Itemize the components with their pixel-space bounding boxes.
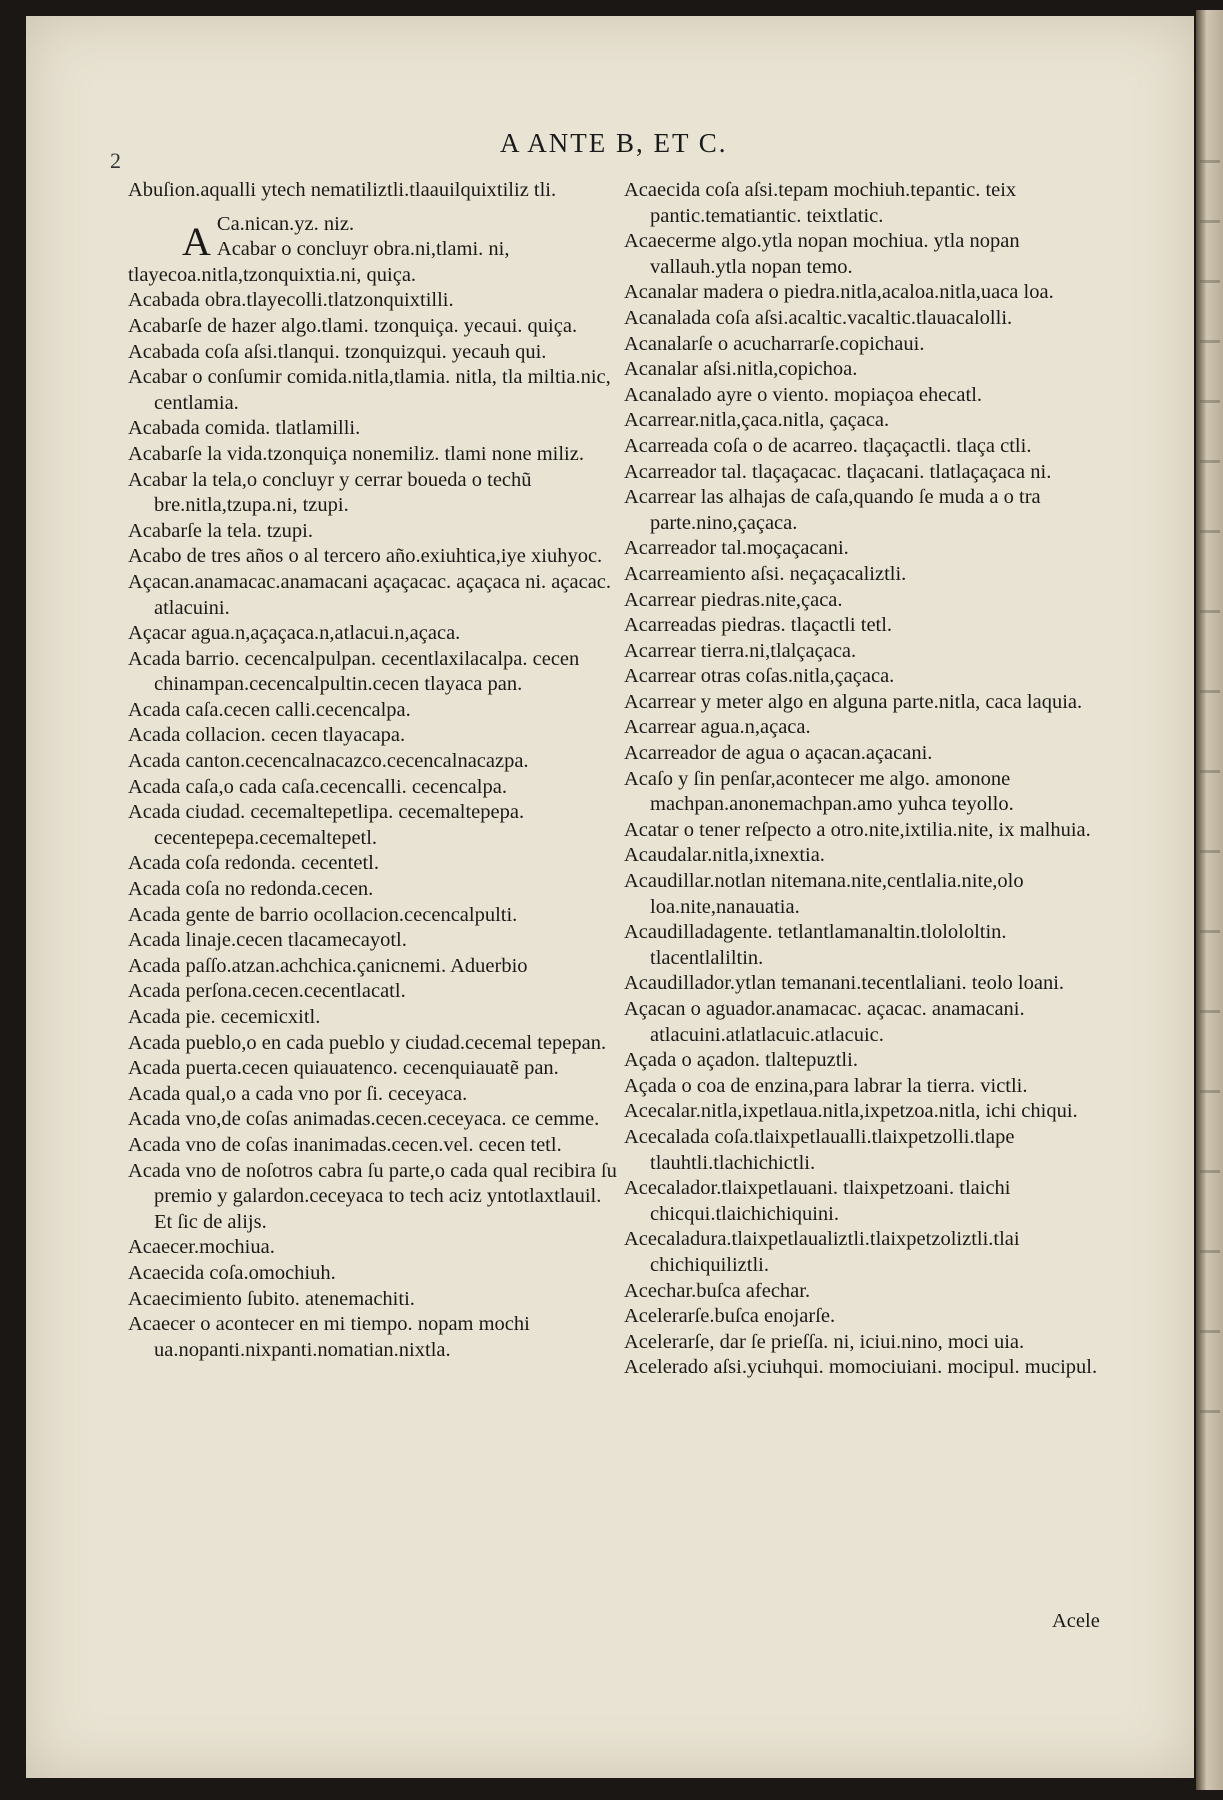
dictionary-entry: Acaudalar.nitla,ixnextia. bbox=[624, 844, 825, 867]
dictionary-entry: Acada perſona.cecen.cecentlacatl. bbox=[128, 980, 406, 1003]
dictionary-entry: Acada puerta.cecen quiauatenco. cecenquiauatẽ pan. bbox=[128, 1057, 559, 1080]
dictionary-entry: Acaudillador.ytlan temanani.tecentlaliani. teolo loani. bbox=[624, 972, 1065, 995]
dictionary-entry: Acabada coſa aſsi.tlanqui. tzonquizqui. yecauh qui. bbox=[128, 340, 547, 363]
dictionary-entry: Acada coſa redonda. cecentetl. bbox=[128, 852, 379, 875]
dictionary-entry: Acanalar aſsi.nitla,copichoa. bbox=[624, 358, 858, 381]
dictionary-entry: Acada gente de barrio ocollacion.cecencalpulti. bbox=[128, 903, 518, 926]
adjacent-page-edge bbox=[1196, 10, 1223, 1790]
dictionary-entry: Acarrear agua.n,açaca. bbox=[624, 716, 811, 739]
dictionary-entry: Ca.nican.yz. niz. bbox=[216, 212, 355, 235]
dictionary-entry: Acanalada coſa aſsi.acaltic.vacaltic.tlauacalolli. bbox=[624, 306, 1013, 329]
left-column bbox=[128, 178, 618, 1363]
dictionary-entry: Acaecerme algo.ytla nopan mochiua. ytla nopan vallauh.ytla nopan temo. bbox=[624, 230, 1020, 278]
dictionary-entry: Acabar la tela,o concluyr y cerrar boueda o techũ bre.nitla,tzupa.ni, tzupi. bbox=[128, 468, 532, 517]
dictionary-entry: Acabarſe la vida.tzonquiça nonemiliz. tlami none miliz. bbox=[128, 442, 584, 465]
dictionary-entry: Acecaladura.tlaixpetlaualiztli.tlaixpetzoliztli.tlai chichiquiliztli. bbox=[624, 1228, 1020, 1276]
dictionary-entry: Acarreador de agua o açacan.açacani. bbox=[624, 742, 933, 765]
dictionary-entry: Abuſion.aqualli ytech nematiliztli.tlaauilquixtiliz tli. bbox=[128, 179, 557, 201]
dictionary-entry: Acaudillar.notlan nitemana.nite,centlalia.nite,olo loa.nite,nanauatia. bbox=[624, 870, 1024, 918]
left-entry-list bbox=[128, 288, 618, 1363]
page-number: 2 bbox=[110, 148, 121, 173]
dictionary-entry: Acatar o tener reſpecto a otro.nite,ixtilia.nite, ix malhuia. bbox=[624, 818, 1091, 841]
dictionary-entry: Açada o coa de enzina,para labrar la tierra. victli. bbox=[624, 1074, 1028, 1097]
dictionary-entry: Acaudilladagente. tetlantlamanaltin.tlolololtin. tlacentlaliltin. bbox=[624, 921, 1007, 969]
dictionary-entry: Acarrear y meter algo en alguna parte.nitla, caca laquia. bbox=[624, 690, 1083, 713]
dictionary-entry: Acada canton.cecencalnacazco.cecencalnacazpa. bbox=[128, 750, 529, 773]
dictionary-entry: Acabar o concluyr obra.ni,tlami. ni, tlayecoa.nitla,tzonquixtia.ni, quiça. bbox=[128, 238, 510, 286]
dictionary-entry: Acecalada coſa.tlaixpetlaualli.tlaixpetzolli.tlape tlauhtli.tlachichictli. bbox=[624, 1125, 1015, 1174]
drop-cap-initial: A bbox=[182, 218, 211, 264]
dictionary-entry: Acaſo y ſin penſar,acontecer me algo. amonone machpan.anonemachpan.amo yuhca teyollo. bbox=[624, 767, 1014, 816]
dictionary-entry: Acechar.buſca afechar. bbox=[624, 1279, 811, 1302]
dictionary-entry: Acarrear otras coſas.nitla,çaçaca. bbox=[624, 665, 895, 688]
dictionary-entry: Acabada obra.tlayecolli.tlatzonquixtilli. bbox=[128, 289, 454, 312]
dictionary-entry: Acecalar.nitla,ixpetlaua.nitla,ixpetzoa.nitla, ichi chiqui. bbox=[624, 1100, 1078, 1123]
dictionary-entry: Acaecer.mochiua. bbox=[128, 1236, 275, 1259]
dictionary-entry: Acada vno de coſas inanimadas.cecen.vel. cecen tetl. bbox=[128, 1133, 562, 1156]
running-header: A ANTE B, ET C. bbox=[500, 128, 728, 158]
dictionary-entry: Acarreadas piedras. tlaçactli tetl. bbox=[624, 614, 893, 637]
dictionary-entry: Acada caſa.cecen calli.cecencalpa. bbox=[128, 698, 411, 721]
dictionary-entry: Açada o açadon. tlaltepuztli. bbox=[624, 1049, 858, 1072]
dictionary-entry: Acada pueblo,o en cada pueblo y ciudad.cecemal tepepan. bbox=[128, 1031, 607, 1054]
dictionary-entry: Acanalar madera o piedra.nitla,acaloa.nitla,uaca loa. bbox=[624, 281, 1054, 304]
dictionary-entry: Acada vno de noſotros cabra ſu parte,o cada qual recibira ſu premio y galardon.ceceyaca to tech aciz yntotlaxtlauil. Et ſic de alijs. bbox=[128, 1159, 617, 1233]
dictionary-entry: Acanalado ayre o viento. mopiaçoa ehecatl. bbox=[624, 383, 983, 406]
dictionary-entry: Acada paſſo.atzan.achchica.çanicnemi. Aduerbio bbox=[128, 954, 528, 977]
dictionary-entry: Acelerarſe, dar ſe prieſſa. ni, iciui.nino, moci uia. bbox=[624, 1330, 1025, 1353]
dictionary-entry: Acabar o conſumir comida.nitla,tlamia. nitla, tla miltia.nic, centlamia. bbox=[128, 366, 611, 414]
dictionary-entry: Acaecer o acontecer en mi tiempo. nopam mochi ua.nopanti.nixpanti.nomatian.nixtla. bbox=[128, 1313, 530, 1361]
dictionary-entry: Acarrear.nitla,çaca.nitla, çaçaca. bbox=[624, 409, 890, 432]
right-entry-list bbox=[624, 178, 1114, 1381]
dictionary-entry: Acelerarſe.buſca enojarſe. bbox=[624, 1305, 836, 1328]
dictionary-entry: Acarrear tierra.ni,tlalçaçaca. bbox=[624, 639, 857, 662]
dictionary-entry: Acarreador tal.moçaçacani. bbox=[624, 537, 849, 560]
dictionary-entry: Acabada comida. tlatlamilli. bbox=[128, 417, 361, 440]
catchword: Acele bbox=[1052, 1610, 1100, 1632]
dictionary-entry: Acada caſa,o cada caſa.cecencalli. cecencalpa. bbox=[128, 775, 507, 798]
dictionary-entry: Acada barrio. cecencalpulpan. cecentlaxilacalpa. cecen chinampan.cecencalpultin.cecen tlayaca pan. bbox=[128, 647, 580, 696]
dictionary-entry: Acada pie. cecemicxitl. bbox=[128, 1006, 321, 1028]
dictionary-entry: Acabarſe de hazer algo.tlami. tzonquiça. yecaui. quiça. bbox=[128, 314, 578, 337]
dictionary-entry: Acanalarſe o acucharrarſe.copichaui. bbox=[624, 332, 925, 355]
dictionary-entry: Açacar agua.n,açaçaca.n,atlacui.n,açaca. bbox=[128, 622, 461, 645]
dictionary-entry: Acada collacion. cecen tlayacapa. bbox=[128, 724, 406, 747]
dictionary-entry: Acarreada coſa o de acarreo. tlaçaçactli. tlaça ctli. bbox=[624, 434, 1032, 457]
dictionary-entry: Acada ciudad. cecemaltepetlipa. cecemaltepepa. cecentepepa.cecemaltepetl. bbox=[128, 801, 525, 849]
dictionary-entry: Acabarſe la tela. tzupi. bbox=[128, 519, 313, 542]
dictionary-entry: Acarreamiento aſsi. neçaçacaliztli. bbox=[624, 562, 907, 585]
dictionary-entry: Acabo de tres años o al tercero año.exiuhtica,iye xiuhyoc. bbox=[128, 545, 603, 568]
dictionary-entry: Açacan.anamacac.anamacani açaçacac. açaçaca ni. açacac. atlacuini. bbox=[128, 570, 612, 619]
dictionary-entry: Acaecida coſa aſsi.tepam mochiuh.tepantic. teix pantic.tematiantic. teixtlatic. bbox=[624, 179, 1017, 227]
dictionary-entry: Acarreador tal. tlaçaçacac. tlaçacani. tlatlaçaçaca ni. bbox=[624, 460, 1052, 483]
dictionary-entry: Acaecida coſa.omochiuh. bbox=[128, 1261, 336, 1284]
dictionary-entry: Acecalador.tlaixpetlauani. tlaixpetzoani. tlaichi chicqui.tlaichichiquini. bbox=[624, 1177, 1011, 1225]
dictionary-entry: Acelerado aſsi.yciuhqui. momociuiani. mocipul. mucipul. bbox=[624, 1356, 1098, 1379]
dictionary-entry: Acarrear las alhajas de caſa,quando ſe muda a o tra parte.nino,çaçaca. bbox=[624, 486, 1041, 534]
dictionary-entry: Acada linaje.cecen tlacamecayotl. bbox=[128, 929, 407, 952]
dictionary-entry: Açacan o aguador.anamacac. açacac. anamacani. atlacuini.atlatlacuic.atlacuic. bbox=[624, 998, 1025, 1046]
dictionary-entry: Acarrear piedras.nite,çaca. bbox=[624, 588, 843, 611]
dictionary-entry: Acada coſa no redonda.cecen. bbox=[128, 878, 374, 901]
section-opening bbox=[128, 212, 618, 289]
right-column bbox=[624, 178, 1114, 1381]
dictionary-entry: Acada vno,de coſas animadas.cecen.ceceyaca. ce cemme. bbox=[128, 1108, 600, 1131]
dictionary-entry: Acaecimiento ſubito. atenemachiti. bbox=[128, 1287, 415, 1310]
dictionary-entry: Acada qual,o a cada vno por ſi. ceceyaca. bbox=[128, 1082, 468, 1105]
